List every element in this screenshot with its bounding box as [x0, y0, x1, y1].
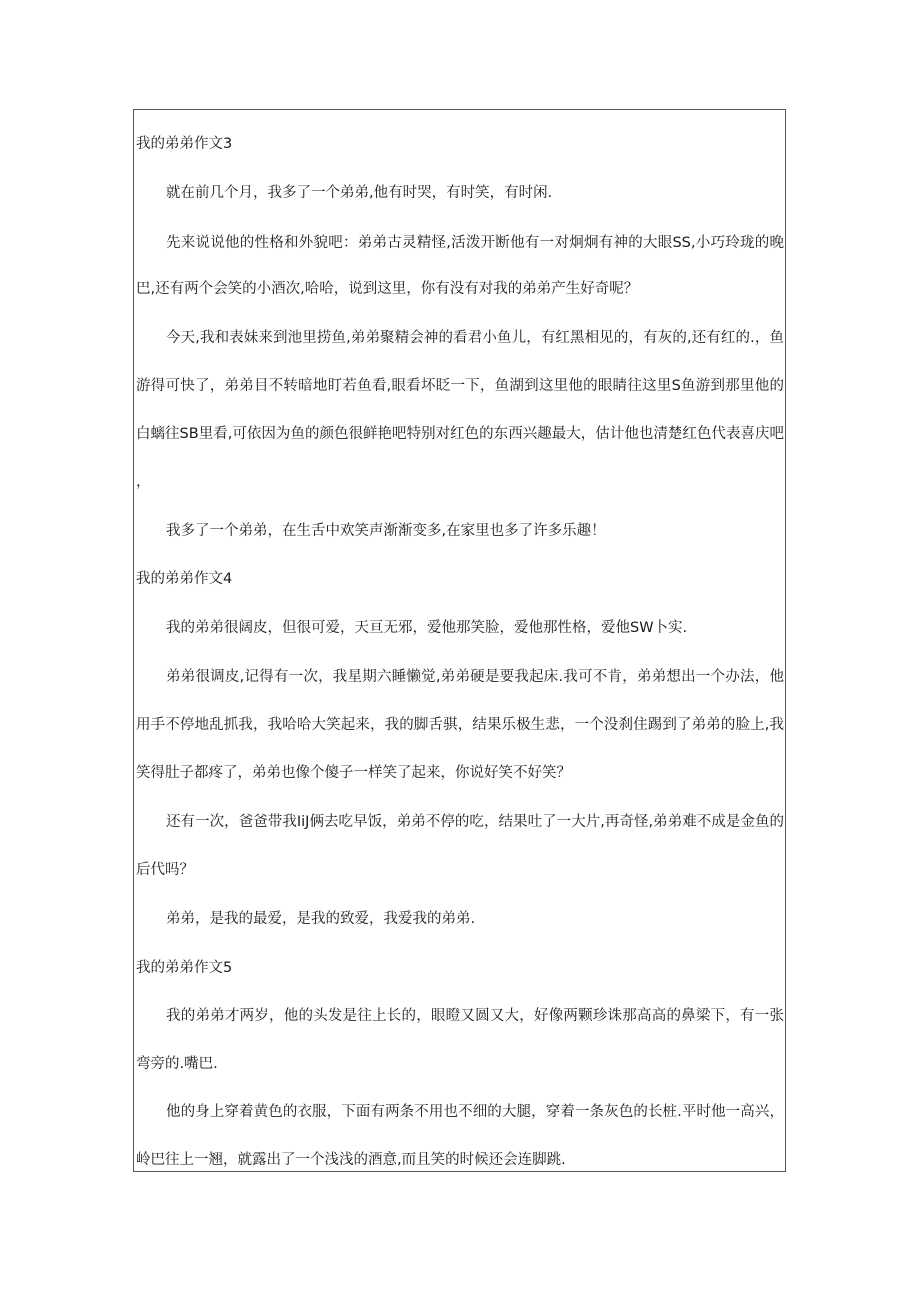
essay3-paragraph-3-line-2: 游得可快了，弟弟目不转暗地盯若鱼看,眼看坏眨一下，鱼湖到这里他的眼睛往这里S鱼游到那里他的: [136, 378, 784, 394]
essay3-paragraph-3-line-3: 白螭往SB里看,可依因为鱼的颜色很鲜艳吧特别对红色的东西兴趣最大，估计他也清楚红色代表喜庆吧: [136, 426, 784, 442]
essay3-title: 我的弟弟作文3: [136, 136, 233, 152]
essay3-paragraph-2-line-1: 先来说说他的性格和外貌吧：弟弟古灵精怪,活泼开断他有一对炯炯有神的大眼SS,小巧玲珑的晚: [166, 235, 784, 251]
essay4-paragraph-4: 弟弟，是我的最爱，是我的致爱，我爱我的弟弟.: [166, 911, 476, 927]
essay4-paragraph-2-line-2: 用手不停地乱抓我，我哈哈大笑起来，我的脚舌骐，结果乐极生悲，一个没刹住踢到了弟弟的脸上,我: [136, 717, 784, 733]
essay5-title: 我的弟弟作文5: [136, 960, 233, 976]
essay4-paragraph-2-line-1: 弟弟很调皮,记得有一次，我星期六睡懒觉,弟弟硬是要我起床.我可不肯，弟弟想出一个办法，他: [166, 669, 784, 685]
essay4-paragraph-3-line-2: 后代吗？: [136, 862, 194, 878]
essay5-paragraph-1-line-2: 弯旁的.嘴巴.: [136, 1056, 218, 1072]
essay4-paragraph-3-line-1: 还有一次，爸爸带我IiJ俩去吃早饭，弟弟不停的吃，结果吐了一大片,再奇怪,弟弟难不成是金鱼的: [166, 814, 784, 830]
essay3-paragraph-2-line-2: 巴,还有两个会笑的小酒次,哈哈，说到这里，你有没有对我的弟弟产生好奇呢？: [136, 281, 639, 297]
essay5-paragraph-2-line-1: 他的身上穿着黄色的衣服，下面有两条不用也不细的大腿，穿着一条灰色的长桩.平时他一高兴，: [166, 1104, 784, 1120]
essay3-paragraph-3-line-4: ，: [136, 474, 151, 490]
essay5-paragraph-1-line-1: 我的弟弟才两岁，他的头发是往上长的，眼瞪又圆又大，好像两颗珍诛那高高的鼻梁下，有一张: [166, 1008, 784, 1024]
essay4-paragraph-1: 我的弟弟很阔皮，但很可爱，天亘无邪，爱他那笑脸，爱他那性格，爱他SW卜实.: [166, 620, 688, 636]
essay4-paragraph-2-line-3: 笑得肚子都疼了，弟弟也像个傻子一样笑了起来，你说好笑不好笑？: [136, 765, 571, 781]
essay3-paragraph-4: 我多了一个弟弟，在生舌中欢笑声渐渐变多,在家里也多了许多乐趣！: [166, 523, 606, 539]
essay4-title: 我的弟弟作文4: [136, 571, 233, 587]
essay3-paragraph-3-line-1: 今天,我和表妹来到池里捞鱼,弟弟聚精会神的看君小鱼儿，有红黑相见的，有灰的,还有红的.，鱼: [166, 330, 784, 346]
essay5-paragraph-2-line-2: 岭巴往上一翘，就露出了一个浅浅的酒意,而且笑的时候还会连脚跳.: [136, 1152, 566, 1168]
essay3-paragraph-1: 就在前几个月，我多了一个弟弟,他有时哭，有时笑，有时闲.: [166, 185, 553, 201]
